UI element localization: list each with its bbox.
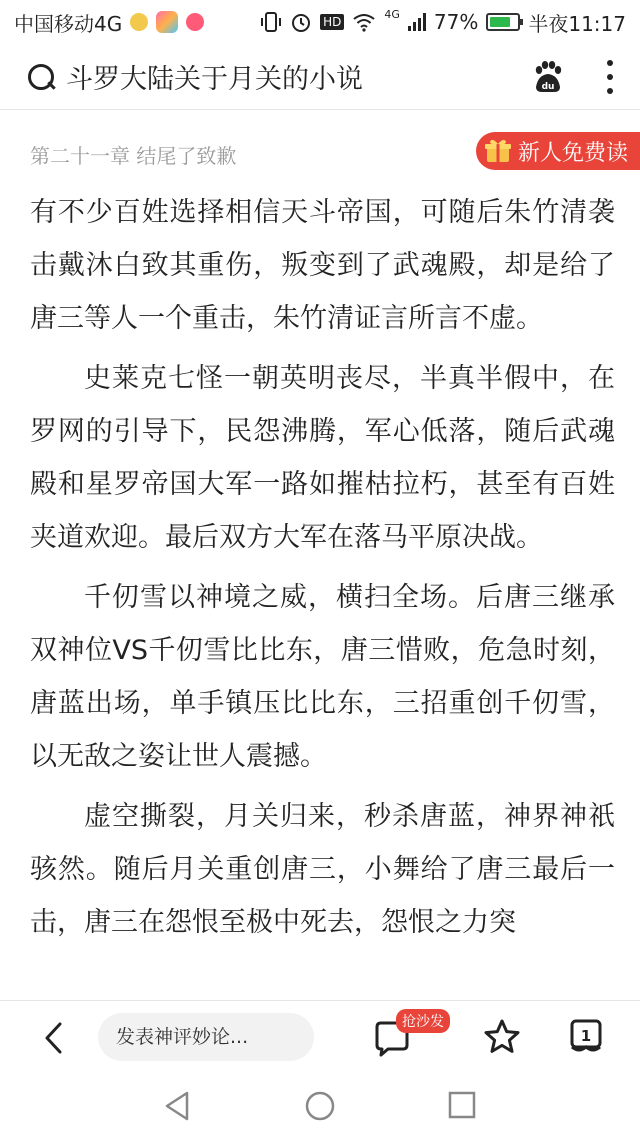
paragraph: 千仞雪以神境之威，横扫全场。后唐三继承双神位VS千仞雪比比东，唐三惜败，危急时刻，唐蓝出场，单手镇压比比东，三招重创千仞雪，以无敌之姿让世人震撼。 xyxy=(30,582,615,772)
paragraph: 史莱克七怪一朝英明丧尽，半真半假中，在罗网的引导下，民怨沸腾，军心低落，随后武魂殿和星罗帝国大军一路如摧枯拉朽，甚至有百姓夹道欢迎。最后双方大军在落马平原决战。 xyxy=(30,363,615,553)
search-header xyxy=(0,44,640,110)
nav-recent-apps-icon[interactable] xyxy=(448,1091,476,1119)
weibo-app-icon xyxy=(186,13,204,31)
battery-icon xyxy=(486,13,520,31)
svg-text:du: du xyxy=(541,81,555,92)
gift-icon xyxy=(484,138,512,164)
nav-home-icon[interactable] xyxy=(304,1090,336,1122)
bottom-action-bar xyxy=(0,1000,640,1074)
more-options-icon[interactable] xyxy=(606,60,614,94)
store-app-icon xyxy=(156,11,178,33)
cell-signal-icon xyxy=(408,13,426,31)
baidu-paw-icon[interactable] xyxy=(530,59,566,95)
favorite-star-icon[interactable] xyxy=(482,1017,522,1057)
status-right xyxy=(260,8,626,37)
search-icon[interactable] xyxy=(26,62,56,92)
promo-label: 新人免费读 xyxy=(517,140,628,166)
battery-percent: 77% xyxy=(433,10,479,34)
article-body xyxy=(30,186,615,998)
wifi-icon xyxy=(352,12,376,32)
new-user-free-read-button[interactable] xyxy=(476,132,640,170)
system-nav-bar xyxy=(0,1074,640,1138)
face-app-icon xyxy=(130,13,148,31)
chapter-row xyxy=(0,132,640,176)
status-bar xyxy=(0,0,640,44)
carrier-label: 中国移动4G xyxy=(14,11,123,36)
hd-badge: HD xyxy=(320,14,344,30)
search-query[interactable]: 斗罗大陆关于月关的小说 xyxy=(66,64,363,95)
chapter-title: 第二十一章 结尾了致歉 xyxy=(30,144,237,168)
comment-input[interactable] xyxy=(98,1013,314,1061)
paragraph: 虚空撕裂，月关归来，秒杀唐蓝，神界神祇骇然。随后月关重创唐三，小舞给了唐三最后一击，唐三在怨恨至极中死去，怨恨之力突 xyxy=(30,801,615,938)
grab-sofa-badge: 抢沙发 xyxy=(396,1009,450,1033)
status-left xyxy=(14,8,204,37)
clock: 半夜11:17 xyxy=(528,11,626,36)
paragraph: 有不少百姓选择相信天斗帝国，可随后朱竹清袭击戴沐白致其重伤，叛变到了武魂殿，却是给了唐三等人一个重击，朱竹清证言所言不虚。 xyxy=(30,197,615,334)
alarm-icon xyxy=(290,11,312,33)
bookshelf-count: 1 xyxy=(580,1027,592,1045)
back-arrow-icon[interactable] xyxy=(40,1021,70,1055)
vibrate-icon xyxy=(260,11,282,33)
network-type-label: 4G xyxy=(384,7,400,21)
bookshelf-icon[interactable] xyxy=(566,1017,606,1057)
nav-back-icon[interactable] xyxy=(162,1090,192,1122)
